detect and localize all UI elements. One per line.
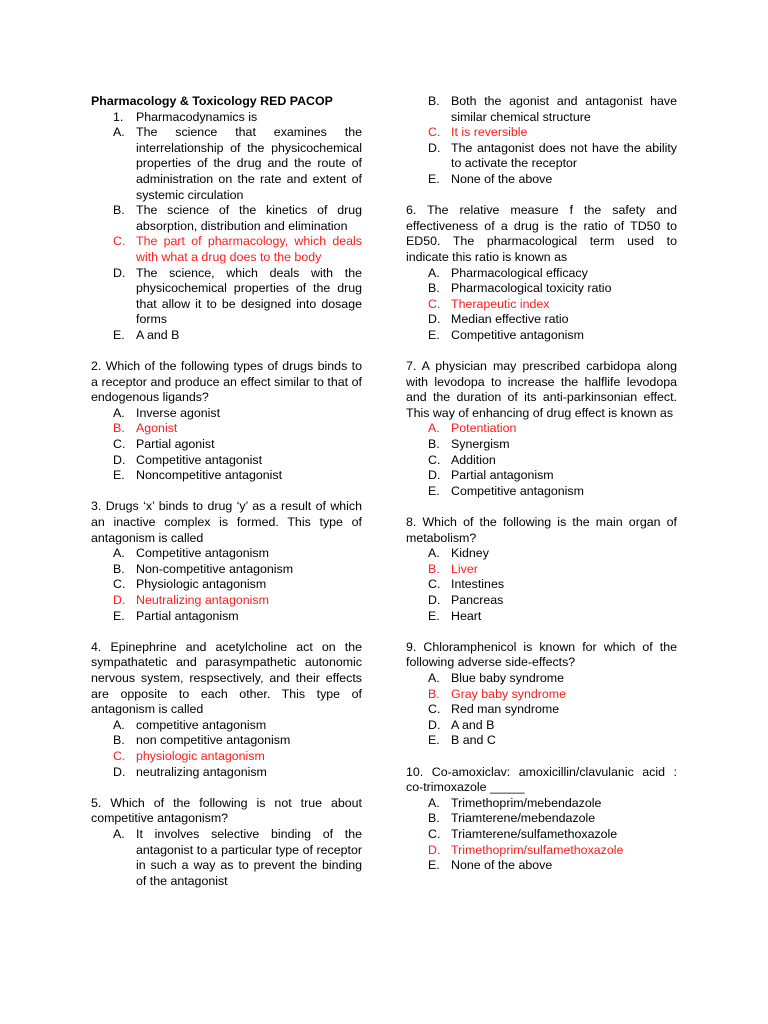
question-1 bbox=[91, 110, 362, 344]
options-list bbox=[91, 125, 362, 343]
question-7 bbox=[406, 359, 677, 499]
option-d: D. Partial antagonism bbox=[428, 468, 554, 483]
option-a: A. competitive antagonism bbox=[113, 717, 267, 732]
question-6 bbox=[406, 203, 677, 343]
option-b-answer: B. Liver bbox=[428, 561, 478, 576]
option-b: B. non competitive antagonism bbox=[113, 733, 291, 748]
option-a: A. Kidney bbox=[428, 546, 489, 561]
option-b-answer: B. Gray baby syndrome bbox=[428, 686, 567, 701]
option-c-answer: C. It is reversible bbox=[428, 125, 528, 140]
option-a: A. Trimethoprim/mebendazole bbox=[428, 795, 602, 810]
option-d: D. The science, which deals with the physicochemical properties of the drug that allow it to be designed into dosage forms bbox=[113, 265, 362, 327]
option-d: D. neutralizing antagonism bbox=[113, 764, 267, 779]
left-column bbox=[91, 94, 376, 889]
option-d: D. The antagonist does not have the ability to activate the receptor bbox=[428, 140, 677, 171]
options-list bbox=[406, 546, 677, 624]
option-a: A. The science that examines the interrelationship of the physicochemical properties of the drug and the route of administration on the rate and extent of systemic circulation bbox=[113, 125, 362, 202]
option-d-answer: D. Trimethoprim/sulfamethoxazole bbox=[428, 842, 624, 857]
option-e: E. Competitive antagonism bbox=[428, 483, 584, 498]
option-c-answer: C. physiologic antagonism bbox=[113, 748, 265, 763]
option-b: B. The science of the kinetics of drug absorption, distribution and elimination bbox=[113, 203, 362, 233]
question-stem: 8. Which of the following is the main organ of metabolism? bbox=[406, 515, 677, 545]
option-e: E. None of the above bbox=[428, 858, 553, 873]
options-list bbox=[406, 266, 677, 344]
options-list bbox=[406, 796, 677, 874]
question-stem: 9. Chloramphenicol is known for which of the following adverse side-effects? bbox=[406, 639, 677, 670]
option-c: C. Triamterene/sulfamethoxazole bbox=[428, 826, 618, 841]
option-d: D. Median effective ratio bbox=[428, 312, 569, 327]
option-c: C. Partial agonist bbox=[113, 437, 215, 452]
option-c: C. Addition bbox=[428, 452, 496, 467]
question-9 bbox=[406, 640, 677, 749]
question-10 bbox=[406, 765, 677, 874]
option-b-answer: B. Agonist bbox=[113, 421, 178, 436]
question-stem: 10. Co-amoxiclav: amoxicillin/clavulanic acid : co-trimoxazole _____ bbox=[406, 764, 677, 795]
option-d: D. Pancreas bbox=[428, 593, 504, 607]
question-stem: 3. Drugs ‘x’ binds to drug ‘y’ as a result of which an inactive complex is formed. This type of antagonism is called bbox=[91, 499, 376, 545]
right-column bbox=[406, 94, 677, 874]
option-c-answer: C. The part of pharmacology, which deals with what a drug does to the body bbox=[113, 234, 362, 264]
option-b: B. Pharmacological toxicity ratio bbox=[428, 281, 612, 296]
option-e: E. B and C bbox=[428, 733, 496, 748]
question-stem: 4. Epinephrine and acetylcholine act on the sympathatetic and parasympathetic autonomic nervous system, respsectively, and their effects are opposite to each other. This type of antagonism is called bbox=[91, 639, 362, 717]
question-2 bbox=[91, 359, 362, 484]
question-stem: 6. The relative measure f the safety and effectiveness of a drug is the ratio of TD50 to ED50. The pharmacological term used to indicate this ratio is known as bbox=[406, 203, 677, 264]
option-d-answer: D. Neutralizing antagonism bbox=[113, 593, 269, 607]
question-8 bbox=[406, 515, 677, 624]
question-stem: 5. Which of the following is not true about competitive antagonism? bbox=[91, 795, 362, 826]
option-e: E. A and B bbox=[113, 327, 180, 342]
option-a: A. Pharmacological efficacy bbox=[428, 265, 588, 280]
question-4 bbox=[91, 640, 362, 780]
question-3 bbox=[91, 499, 376, 624]
options-list bbox=[406, 94, 677, 188]
question-5 bbox=[91, 796, 362, 890]
options-list bbox=[406, 671, 677, 749]
option-e: E. None of the above bbox=[428, 171, 553, 186]
option-a: A. Inverse agonist bbox=[113, 405, 221, 420]
option-b: B. Both the agonist and antagonist have similar chemical structure bbox=[428, 94, 677, 124]
option-c: C. Intestines bbox=[428, 577, 505, 592]
option-b: B. Synergism bbox=[428, 437, 510, 452]
document-title: Pharmacology & Toxicology RED PACOP bbox=[91, 94, 333, 108]
option-c: C. Physiologic antagonism bbox=[113, 577, 267, 592]
option-a: A. It involves selective binding of the antagonist to a particular type of receptor in such a way as to prevent the binding of the antagonist bbox=[113, 826, 362, 888]
option-a: A. Blue baby syndrome bbox=[428, 670, 564, 685]
options-list bbox=[91, 827, 362, 889]
options-list bbox=[91, 718, 362, 780]
option-a: A. Competitive antagonism bbox=[113, 546, 269, 561]
option-e: E. Noncompetitive antagonist bbox=[113, 468, 283, 483]
option-a-answer: A. Potentiation bbox=[428, 421, 517, 436]
option-c: C. Red man syndrome bbox=[428, 702, 560, 717]
options-list bbox=[406, 421, 677, 499]
question-stem: 1. Pharmacodynamics is bbox=[113, 109, 258, 124]
question-5-continued bbox=[406, 94, 677, 188]
options-list bbox=[91, 546, 362, 624]
option-d: D. A and B bbox=[428, 717, 495, 732]
option-d: D. Competitive antagonist bbox=[113, 452, 263, 467]
option-e: E. Partial antagonism bbox=[113, 608, 239, 623]
option-e: E. Competitive antagonism bbox=[428, 327, 584, 342]
question-stem: 2. Which of the following types of drugs binds to a receptor and produce an effect similar to that of endogenous ligands? bbox=[91, 359, 362, 405]
option-b: B. Non-competitive antagonism bbox=[113, 561, 294, 576]
options-list bbox=[91, 406, 362, 484]
option-b: B. Triamterene/mebendazole bbox=[428, 811, 596, 826]
option-e: E. Heart bbox=[428, 608, 482, 623]
option-c-answer: C. Therapeutic index bbox=[428, 296, 550, 311]
question-stem: 7. A physician may prescribed carbidopa along with levodopa to increase the halflife levodopa and the duration of its anti-parkinsonian effect. This way of enhancing of drug effect is known as bbox=[406, 359, 677, 420]
